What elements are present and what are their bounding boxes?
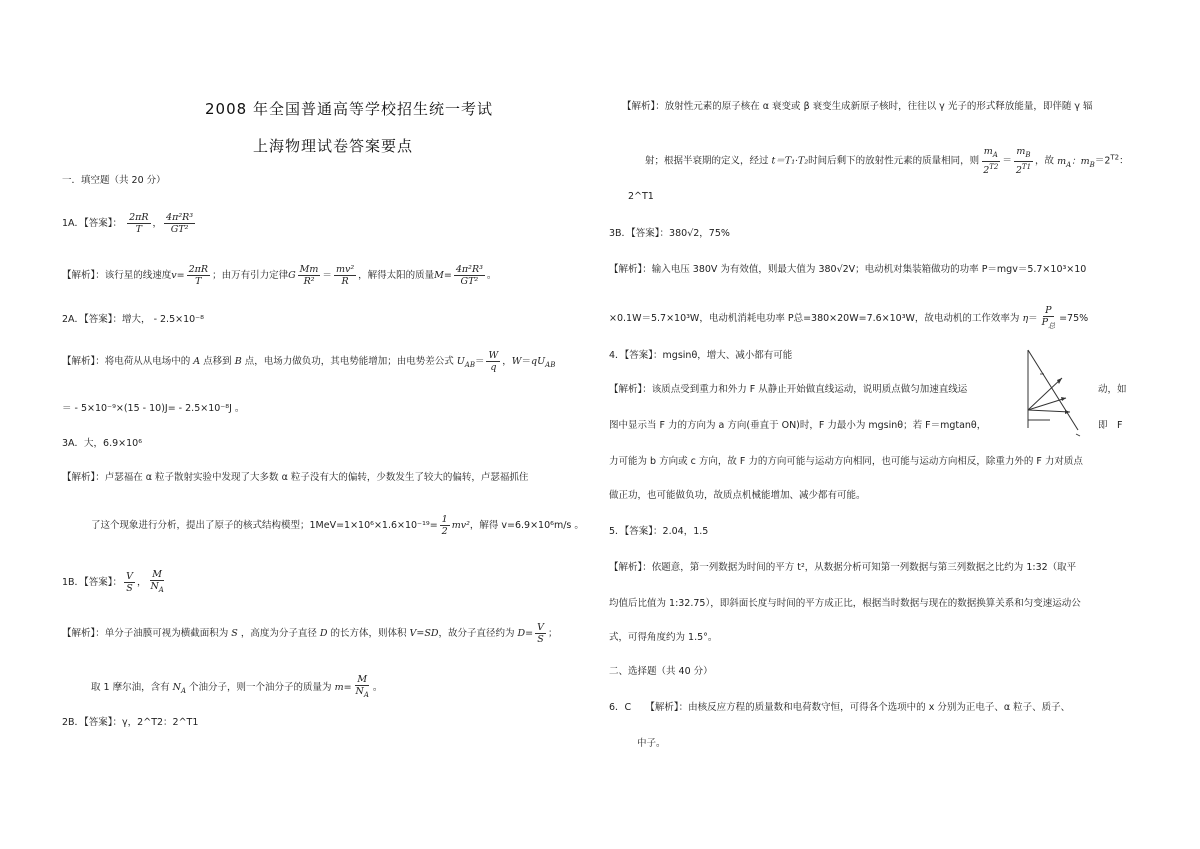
q1b-analysis: 【解析】：单分子油膜可视为横截面积为 S ，高度为分子直径 D 的长方体，则体积 V=SD，故分子直径约为 D= $\frac{V}{S}$ ；: [62, 622, 558, 645]
q2b-answer: 2B．【答案】：γ，2^T2：2^T1: [62, 717, 199, 728]
q2b-analysis-continued: 射；根据半衰期的定义，经过 t＝T₁·T₂时间后剩下的放射性元素的质量相同，则 $\frac{m_A}{2^{T2}}$ ＝ $\frac{m_B}{2^{T1}}$ ，故 $m_A$：$m_B=2^{T2}$：: [645, 146, 1129, 177]
q1a-analysis: 【解析】：该行星的线速度v= $\frac{2\pi R}{T}$ ；由万有引力定律G $\frac{Mm}{\text{R²}}$ ＝ $\frac{\text{mv²}}{R}$ ，解得太阳的质量M= $\frac{\text{4π²R³}}{\text{GT²}}$ 。: [62, 264, 497, 287]
q6-analysis-continued: 中子。: [637, 738, 666, 749]
q3a-analysis: 【解析】：卢瑟福在 α 粒子散射实验中发现了大多数 α 粒子没有大的偏转，少数发生了较大的偏转，卢瑟福抓住: [62, 472, 529, 483]
q4-answer: 4．【答案】：mgsinθ，增大、减小都有可能: [609, 350, 793, 361]
q1b-answer: 1B．【答案】： $\frac{V}{S}$ ， $\frac{M}{N_A}$: [62, 569, 164, 594]
q3b-analysis: 【解析】：输入电压 380V 为有效值，则最大值为 380√2V；电动机对集装箱做功的功率 P＝mgv＝5.7×10³×10: [609, 264, 1087, 275]
page-title: 2008 年全国普通高等学校招生统一考试: [205, 100, 493, 118]
q2a-analysis: 【解析】：将电荷从从电场中的 A 点移到 B 点，电场力做负功，其电势能增加；由电势差公式 $U_{AB}=$ $\frac{W}{q}$ ，$W=qU_{AB}$: [62, 350, 556, 373]
section-heading-multiple-choice: 二、选择题（共 40 分）: [609, 666, 713, 677]
q3b-analysis-continued: ×0.1W＝5.7×10³W，电动机消耗电功率 P总=380×20W=7.6×10³W，故电动机的工作效率为 η＝ $\frac{P}{P_总}$ =75%: [609, 305, 1089, 330]
q4-analysis-tail: 动，如: [1098, 384, 1127, 395]
q4-analysis: 【解析】：该质点受到重力和外力 F 从静止开始做直线运动，说明质点做匀加速直线运: [609, 384, 968, 395]
q5-analysis-line2: 均值后比值为 1:32.75），即斜面长度与时间的平方成正比，根据当时数据与现在的数据换算关系和匀变速运动公: [609, 598, 1081, 609]
q2b-analysis: 【解析】：放射性元素的原子核在 α 衰变或 β 衰变生成新原子核时，往往以 γ 光子的形式释放能量，即伴随 γ 辐: [622, 101, 1093, 112]
q4-analysis-line2-tail: 即 F: [1098, 420, 1123, 431]
q2a-analysis-continued: ＝ - 5×10⁻⁹×(15 - 10)J= - 2.5×10⁻⁸J 。: [62, 403, 245, 414]
force-arrow-a: [1028, 378, 1062, 410]
q3a-analysis-continued: 了这个现象进行分析，提出了原子的核式结构模型；1MeV=1×10⁶×1.6×10⁻¹⁹= $\frac{1}{2}$ mv²，解得 v=6.9×10⁶m/s 。: [91, 514, 584, 537]
q4-analysis-line4: 做正功，也可能做负功，故质点机械能增加、减少都有可能。: [609, 490, 866, 501]
q5-answer: 5．【答案】：2.04，1.5: [609, 526, 709, 537]
q5-analysis-line3: 式，可得角度约为 1.5°。: [609, 632, 718, 643]
force-diagram: [1020, 348, 1090, 438]
section-heading-fill-in: 一．填空题（共 20 分）: [62, 175, 166, 186]
page-subtitle: 上海物理试卷答案要点: [253, 137, 414, 155]
q4-analysis-line3: 力可能为 b 方向或 c 方向，故 F 力的方向可能与运动方向相同，也可能与运动方向相反，除重力外的 F 力对质点: [609, 456, 1083, 467]
q5-analysis: 【解析】：依题意，第一列数据为时间的平方 t²，从数据分析可知第一列数据与第三列数据之比约为 1:32（取平: [609, 562, 1077, 573]
q4-analysis-line2: 图中显示当 F 力的方向为 a 方向(垂直于 ON)时，F 力最小为 mgsinθ；若 F＝mgtanθ，: [609, 420, 987, 431]
q2b-analysis-end: 2^T1: [628, 191, 654, 202]
q6-answer: 6．C 【解析】：由核反应方程的质量数和电荷数守恒，可得各个选项中的 x 分别为正电子、α 粒子、质子、: [609, 702, 1071, 713]
q3a-answer: 3A．大，6.9×10⁶: [62, 438, 143, 449]
q3b-answer: 3B．【答案】：380√2，75%: [609, 228, 730, 239]
q2a-answer: 2A．【答案】：增大， - 2.5×10⁻⁸: [62, 314, 204, 325]
diagram-incline-line: [1028, 350, 1078, 430]
force-arrow-c: [1028, 410, 1070, 412]
q1b-analysis-continued: 取 1 摩尔油，含有 $N_A$ 个油分子，则一个油分子的质量为 m= $\frac{M}{N_A}$ 。: [91, 674, 383, 699]
q1a-answer: 1A．【答案】： $\frac{2\pi R}{T}$ ， $\frac{\text{4π²R³}}{\text{GT²}}$: [62, 212, 194, 235]
